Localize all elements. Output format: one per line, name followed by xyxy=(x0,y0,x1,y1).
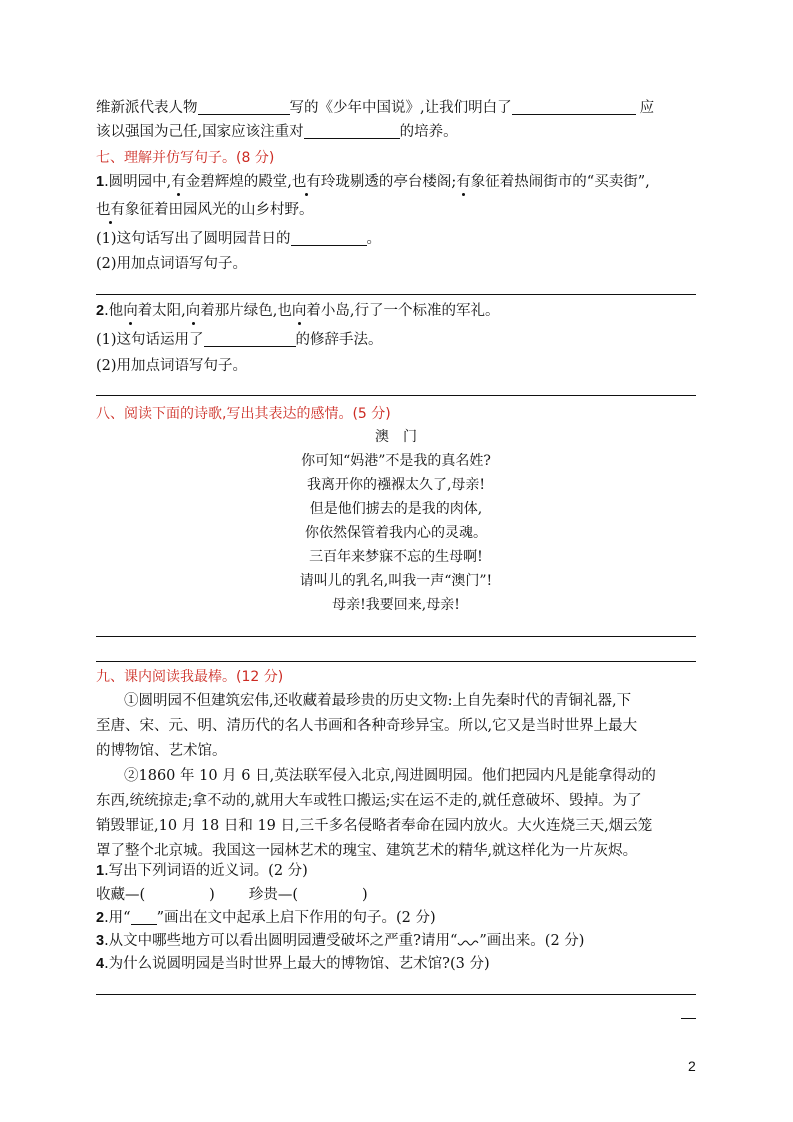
page-number: 2 xyxy=(688,1058,696,1074)
poem-line: 请叫儿的乳名,叫我一声“澳门”! xyxy=(299,573,493,589)
section-heading: 七、理解并仿写句子。(8 分) xyxy=(96,150,275,166)
dotted-word: 向 xyxy=(186,300,201,322)
answer-blank[interactable] xyxy=(512,98,636,115)
question-line xyxy=(96,930,584,952)
poem-line: 三百年来梦寐不忘的生母啊! xyxy=(309,549,483,565)
question-number: 4 xyxy=(96,956,105,972)
poem xyxy=(96,425,696,617)
text-fragment: 的培养。 xyxy=(399,124,458,140)
short-answer-line[interactable] xyxy=(681,1018,696,1019)
answer-blank[interactable] xyxy=(291,229,367,246)
poem-title: 澳 门 xyxy=(375,429,417,445)
text-fragment: (1)这句话写出了圆明园昔日的 xyxy=(96,231,291,247)
text-fragment: .圆明园中, xyxy=(104,174,172,190)
dotted-word: 也有 xyxy=(96,199,125,221)
wavy-underline-icon xyxy=(457,939,479,947)
dotted-word: 也有 xyxy=(292,171,321,193)
question-number: 2 xyxy=(96,910,105,926)
passage-line: 的博物馆、艺术馆。 xyxy=(96,743,227,759)
text-fragment: .写出下列词语的近义词。(2 分) xyxy=(104,863,308,879)
text-fragment: 象征着热闹街市的“买卖街”, xyxy=(470,174,650,190)
text-fragment: 珍贵—( xyxy=(248,887,299,903)
poem-line: 你可知“妈港”不是我的真名姓? xyxy=(301,453,491,469)
text-fragment: 。 xyxy=(366,231,382,247)
answer-line[interactable] xyxy=(96,636,696,637)
text-fragment: 收藏—( xyxy=(96,887,146,903)
passage-line: 罩了整个北京城。我国这一园林艺术的瑰宝、建筑艺术的精华,就这样化为一片灰烬。 xyxy=(96,843,638,859)
answer-line[interactable] xyxy=(96,294,696,295)
question-line xyxy=(96,199,314,221)
text-fragment: 着小岛,行了一个标准的军礼。 xyxy=(306,303,500,319)
text-line xyxy=(96,121,458,143)
text-fragment: 应 xyxy=(639,100,655,116)
text-fragment: 该以强国为己任,国家应该注重对 xyxy=(96,124,304,140)
question-line xyxy=(96,228,381,250)
question-line: (2)用加点词语写句子。 xyxy=(96,358,248,374)
text-line xyxy=(96,97,654,119)
question-line: (2)用加点词语写句子。 xyxy=(96,256,248,272)
text-fragment: 着太阳, xyxy=(137,303,186,319)
passage-line: 销毁罪证,10 月 18 日和 19 日,三千多名侵略者奉命在园内放火。大火连烧三天,烟云笼 xyxy=(96,818,653,834)
answer-blank[interactable] xyxy=(304,122,400,139)
text-fragment: 着那片绿色,也 xyxy=(200,303,292,319)
question-number: 1 xyxy=(96,863,105,879)
dotted-word: 有 xyxy=(456,171,471,193)
question-line xyxy=(96,171,650,193)
answer-line[interactable] xyxy=(96,661,696,662)
question-line xyxy=(96,953,490,975)
text-fragment: .他 xyxy=(104,303,124,319)
poem-line: 母亲!我要回来,母亲! xyxy=(332,597,460,613)
text-fragment: (1)这句话运用了 xyxy=(96,332,204,348)
poem-line: 我离开你的襁褓太久了,母亲! xyxy=(306,477,486,493)
dotted-word: 向 xyxy=(123,300,138,322)
answer-line[interactable] xyxy=(96,994,696,995)
answer-blank[interactable] xyxy=(204,330,296,347)
text-fragment: 象征着田园风光的山乡村野。 xyxy=(125,202,314,218)
answer-line[interactable] xyxy=(96,395,696,396)
passage-line: ②1860 年 10 月 6 日,英法联军侵入北京,闯进圆明园。他们把园内凡是能拿得动的 xyxy=(124,768,656,784)
text-fragment: ”画出在文中起承上启下作用的句子。(2 分) xyxy=(156,910,436,926)
text-fragment: 维新派代表人物 xyxy=(96,100,198,116)
text-fragment: .为什么说圆明园是当时世界上最大的博物馆、艺术馆?(3 分) xyxy=(104,956,490,972)
answer-blank[interactable] xyxy=(198,98,290,115)
dotted-word: 向 xyxy=(292,300,307,322)
question-line xyxy=(96,329,383,351)
dotted-word: 有 xyxy=(171,171,186,193)
poem-line: 但是他们掳去的是我的肉体, xyxy=(309,501,483,517)
question-number: 2 xyxy=(96,303,105,319)
text-fragment: 写的《少年中国说》,让我们明白了 xyxy=(289,100,512,116)
underline-mark xyxy=(131,911,157,925)
text-fragment: ) xyxy=(362,887,368,903)
section-heading: 九、课内阅读我最棒。(12 分) xyxy=(96,669,284,685)
passage-line: 东西,统统掠走;拿不动的,就用大车或牲口搬运;实在运不走的,就任意破坏、毁掉。为了 xyxy=(96,793,642,809)
question-line xyxy=(96,860,308,882)
question-line xyxy=(96,884,368,906)
passage-line: 至唐、宋、元、明、清历代的名人书画和各种奇珍异宝。所以,它又是当时世界上最大 xyxy=(96,718,638,734)
text-fragment: 玲珑剔透的亭台楼阁; xyxy=(320,174,457,190)
text-fragment: 的修辞手法。 xyxy=(295,332,383,348)
text-fragment: 金碧辉煌的殿堂, xyxy=(185,174,292,190)
question-number: 1 xyxy=(96,174,105,190)
text-fragment: .用“ xyxy=(104,910,131,926)
question-line xyxy=(96,907,436,929)
text-fragment: .从文中哪些地方可以看出圆明园遭受破坏之严重?请用“ xyxy=(104,933,458,949)
text-fragment: ”画出来。(2 分) xyxy=(479,933,585,949)
text-fragment: ) xyxy=(209,887,215,903)
question-line xyxy=(96,300,500,322)
question-number: 3 xyxy=(96,933,105,949)
poem-line: 你依然保管着我内心的灵魂。 xyxy=(305,525,487,541)
passage-line: ①圆明园不但建筑宏伟,还收藏着最珍贵的历史文物:上自先秦时代的青铜礼器,下 xyxy=(124,693,632,709)
section-heading: 八、阅读下面的诗歌,写出其表达的感情。(5 分) xyxy=(96,406,391,422)
